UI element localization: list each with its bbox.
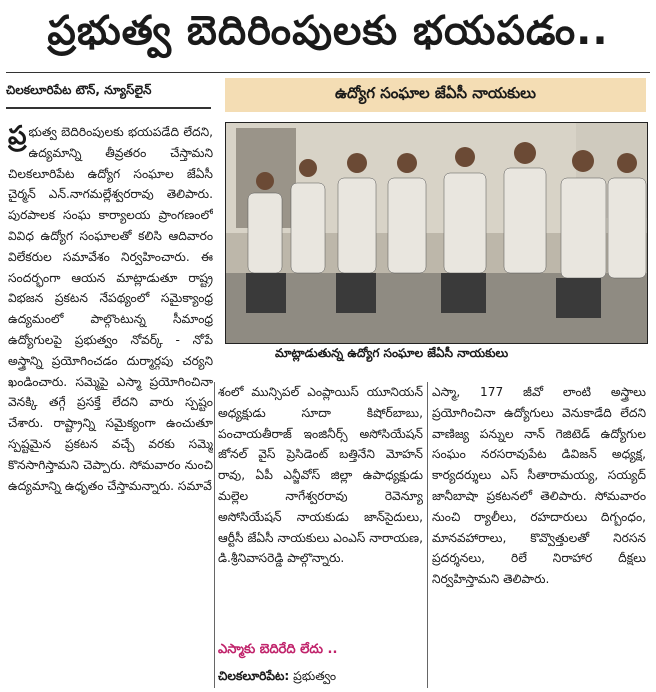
sub-headline: ఎస్మాకు బెదిరేది లేదు ..	[218, 642, 338, 657]
sub-article-lead	[218, 666, 423, 688]
column-divider	[427, 382, 428, 688]
column-divider	[214, 382, 215, 688]
photo-banner: ఉద్యోగ సంఘాల జేఏసీ నాయకులు	[225, 78, 646, 112]
headline-rule	[6, 72, 650, 73]
article-column-3	[432, 382, 646, 688]
column-3-text: ఎస్మా, 177 జీవో లాంటి అస్త్రాలు ప్రయోగించినా ఉద్యోగులు వెనుకాడేది లేదని వాణిజ్య పన్నుల నాన్ గెజిటెడ్ ఉద్యోగుల సంఘం నరసరావుపేట డివిజన్ అధ్యక్ష, కార్యదర్శులు ఎస్ సీతారామయ్య, సయ్యద్ జానీబాషా ప్రకటనలో తెలిపారు. సోమవారం నుంచి ర్యాలీలు, రహదారులు దిగ్బంధం, మానవహారాలు, కొవ్వొత్తులతో నిరసన ప్రదర్శనలు, రిలే నిరాహార దీక్షలు నిర్వహిస్తామని తెలిపారు.	[432, 385, 646, 587]
meeting-photo-illustration	[226, 123, 647, 343]
drop-cap: ప్ర	[8, 122, 27, 151]
headline: ప్రభుత్వ బెదిరింపులకు భయపడం..	[47, 8, 609, 54]
photo-caption: మాట్లాడుతున్న ఉద్యోగ సంఘాల జేఏసీ నాయకులు	[275, 346, 509, 360]
column-2-text: శంలో మున్సిపల్ ఎంప్లాయిస్ యూనియన్ అధ్యక్షుడు సూదా కిషోర్‌బాబు, పంచాయతీరాజ్ ఇంజినీర్స్ అసోసియేషన్ జోనల్ వైస్ ప్రెసిడెంట్ బత్తినేని మోహన్ రావు, ఏపీ ఎన్జీవోస్ జిల్లా ఉపాధ్యక్షుడు మల్లెల నాగేశ్వరరావు రెవెన్యూ అసోసియేషన్ నాయకుడు జాన్‌సైదులు, ఆర్టీసీ జేఏసీ నాయకులు ఎంఎస్ నారాయణ, డి.శ్రీనివాసరెడ్డి పాల్గొన్నారు.	[218, 385, 423, 566]
sub-article-place: చిలకలూరిపేట:	[218, 669, 290, 683]
sub-article-lead-text: ప్రభుత్వం	[293, 669, 337, 683]
column-1-text: భుత్వ బెదిరింపులకు భయపడేది లేదని, ఉద్యమాన్ని తీవ్రతరం చేస్తామని చిలకలూరిపేట ఉద్యోగ సంఘాల జేఏసీ చైర్మన్ ఎన్.నాగమల్లేశ్వరరావు తెలిపారు. పురపాలక సంఘ కార్యాలయ ప్రాంగణంలో వివిధ ఉద్యోగ సంఘాలతో కలిసి ఆదివారం విలేకరుల సమావేశం నిర్వహించారు. ఈ సందర్భంగా ఆయన మాట్లాడుతూ రాష్ట్ర విభజన ప్రకటన నేపథ్యంలో సమైక్యాంధ్ర ఉద్యమంలో పాల్గొంటున్న సీమాంధ్ర ఉద్యోగులపై ప్రభుత్వం నోవర్క్ - నోపే అస్త్రాన్ని ప్రయోగించడం దుర్మార్గపు చర్యని ఖండించారు. సమ్మెపై ఎస్మా ప్రయోగించినా వెనక్కి తగ్గే ప్రసక్తే లేదని వారు స్పష్టం చేశారు. రాష్ట్రాన్ని సమైక్యంగా ఉంచుతూ స్పష్టమైన ప్రకటన వచ్చే వరకు సమ్మె కొనసాగిస్తామని చెప్పారు. సోమవారం నుంచి ఉద్యమాన్ని ఉధృతం చేస్తామన్నారు. సమావే	[8, 125, 213, 493]
news-photo	[225, 122, 648, 344]
article-column-1	[8, 122, 213, 688]
dateline: చిలకలూరిపేట టౌన్‌, న్యూస్‌లైన్‌	[6, 83, 211, 109]
article-paragraph	[8, 122, 213, 496]
